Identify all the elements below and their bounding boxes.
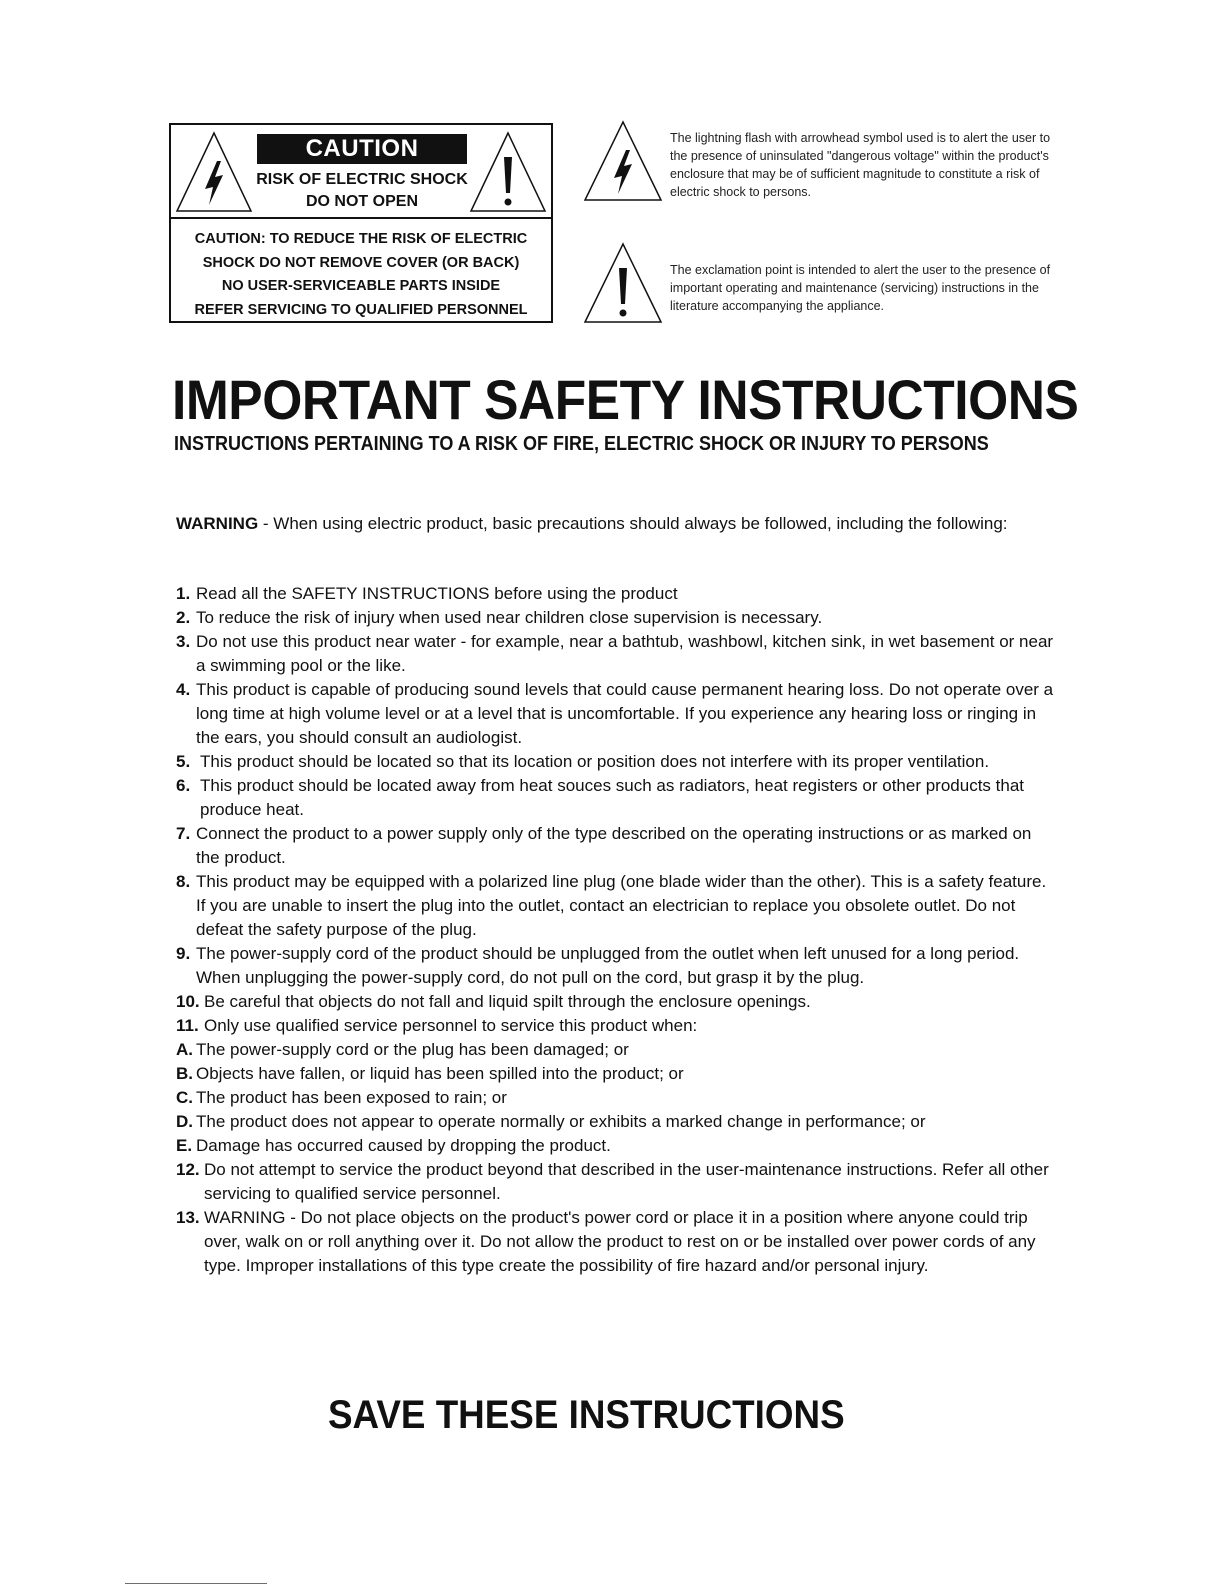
caution-line: NO USER-SERVICEABLE PARTS INSIDE	[221, 278, 501, 294]
list-item	[176, 990, 1056, 1014]
item-text: The power-supply cord of the product should be unplugged from the outlet when left unused for a long period. When unplugging the power-supply cord, do not pull on the cord, but grasp it by the plug.	[196, 944, 1020, 987]
item-text: The product has been exposed to rain; or	[196, 1088, 507, 1107]
item-text: This product should be located away from heat souces such as radiators, heat registers or other products that produce heat.	[200, 776, 1024, 819]
warning-text: - When using electric product, basic precautions should always be followed, including the following:	[258, 514, 1008, 533]
item-number: 7.	[176, 824, 191, 843]
item-number: 13.	[176, 1208, 200, 1227]
list-item	[176, 1038, 1056, 1062]
item-text: Damage has occurred caused by dropping the product.	[196, 1136, 611, 1155]
item-text: The product does not appear to operate normally or exhibits a marked change in performance; or	[196, 1112, 926, 1131]
item-text: To reduce the risk of injury when used near children close supervision is necessary.	[196, 608, 823, 627]
item-text: Read all the SAFETY INSTRUCTIONS before using the product	[196, 584, 678, 603]
item-number: E.	[176, 1136, 193, 1155]
item-text: This product may be equipped with a polarized line plug (one blade wider than the other). This is a safety feature. If you are unable to insert the plug into the outlet, contact an electrician to replace you obsolete outlet. Do not defeat the safety purpose of the plug.	[196, 872, 1047, 939]
exclamation-explanation: The exclamation point is intended to alert the user to the presence of important operating and maintenance (servicing) instructions in the literature accompanying the appliance.	[670, 263, 1051, 313]
list-item	[176, 942, 1056, 990]
item-text: Do not attempt to service the product beyond that described in the user-maintenance instructions. Refer all other servicing to qualified service personnel.	[204, 1160, 1049, 1203]
item-number: D.	[176, 1112, 193, 1131]
caution-line: SHOCK DO NOT REMOVE COVER (OR BACK)	[202, 254, 520, 271]
caution-line: CAUTION: TO REDUCE THE RISK OF ELECTRIC	[194, 231, 528, 247]
item-text: WARNING - Do not place objects on the product's power cord or place it in a position where anyone could trip over, walk on or roll anything over it. Do not allow the product to rest on or be installed over power cords of any type. Improper installations of this type create the possibility of fire hazard and/or personal injury.	[204, 1208, 1036, 1275]
risk-line-1: RISK OF ELECTRIC SHOCK	[256, 171, 468, 188]
warning-paragraph	[176, 512, 1036, 536]
list-item	[176, 1134, 1056, 1158]
item-number: 4.	[176, 680, 191, 699]
list-item	[176, 1062, 1056, 1086]
save-instructions-heading: SAVE THESE INSTRUCTIONS	[328, 1393, 845, 1437]
item-number: 9.	[176, 944, 191, 963]
caution-instructions	[171, 219, 551, 322]
caution-label: CAUTION	[257, 134, 467, 164]
list-item	[176, 630, 1056, 678]
list-item	[176, 1206, 1056, 1278]
item-text: Be careful that objects do not fall and liquid spilt through the enclosure openings.	[204, 992, 811, 1011]
item-text: This product should be located so that its location or position does not interfere with its proper ventilation.	[200, 752, 990, 771]
list-item	[176, 582, 1056, 606]
item-text: The power-supply cord or the plug has been damaged; or	[196, 1040, 629, 1059]
item-text: Only use qualified service personnel to service this product when:	[204, 1016, 698, 1035]
list-item	[176, 822, 1056, 870]
item-text: This product is capable of producing sound levels that could cause permanent hearing loss. Do not operate over a long time at high volume level or at a level that is uncomfortable. If you experience any hearing loss or ringing in the ears, you should consult an audiologist.	[196, 680, 1054, 747]
item-number: 12.	[176, 1160, 200, 1179]
item-number: A.	[176, 1040, 193, 1059]
instructions-list	[176, 582, 1056, 1278]
list-item	[176, 1110, 1056, 1134]
caution-box	[169, 123, 553, 323]
item-number: 3.	[176, 632, 191, 651]
list-item	[176, 1014, 1056, 1038]
item-number: 10.	[176, 992, 200, 1011]
risk-line-2: DO NOT OPEN	[305, 193, 418, 210]
item-number: 2.	[176, 608, 191, 627]
item-text: Objects have fallen, or liquid has been spilled into the product; or	[196, 1064, 684, 1083]
page-title: IMPORTANT SAFETY INSTRUCTIONS	[172, 368, 1079, 431]
warning-label: WARNING	[176, 514, 259, 533]
item-number: 5.	[176, 752, 191, 771]
list-item	[176, 750, 1056, 774]
item-number: B.	[176, 1064, 193, 1083]
footer-rule	[125, 1583, 267, 1584]
list-item	[176, 1158, 1056, 1206]
item-number: 6.	[176, 776, 191, 795]
list-item	[176, 1086, 1056, 1110]
item-number: C.	[176, 1088, 193, 1107]
list-item	[176, 870, 1056, 942]
item-text: Do not use this product near water - for example, near a bathtub, washbowl, kitchen sink, in wet basement or near a swimming pool or the like.	[196, 632, 1054, 675]
exclamation-triangle-icon	[469, 131, 547, 213]
item-text: Connect the product to a power supply only of the type described on the operating instructions or as marked on the product.	[196, 824, 1032, 867]
caution-line: REFER SERVICING TO QUALIFIED PERSONNEL	[194, 301, 528, 318]
list-item	[176, 678, 1056, 750]
item-number: 1.	[176, 584, 191, 603]
caution-header	[171, 125, 551, 219]
page-subtitle: INSTRUCTIONS PERTAINING TO A RISK OF FIRE, ELECTRIC SHOCK OR INJURY TO PERSONS	[174, 433, 989, 455]
lightning-explanation: The lightning flash with arrowhead symbol used is to alert the user to the presence of uninsulated "dangerous voltage" within the product's enclosure that may be of sufficient magnitude to constitute a risk of electric shock to persons.	[670, 131, 1051, 199]
exclamation-triangle-icon	[583, 242, 663, 324]
list-item	[176, 606, 1056, 630]
item-number: 8.	[176, 872, 191, 891]
lightning-triangle-icon	[583, 120, 663, 202]
item-number: 11.	[176, 1016, 199, 1035]
list-item	[176, 774, 1056, 822]
